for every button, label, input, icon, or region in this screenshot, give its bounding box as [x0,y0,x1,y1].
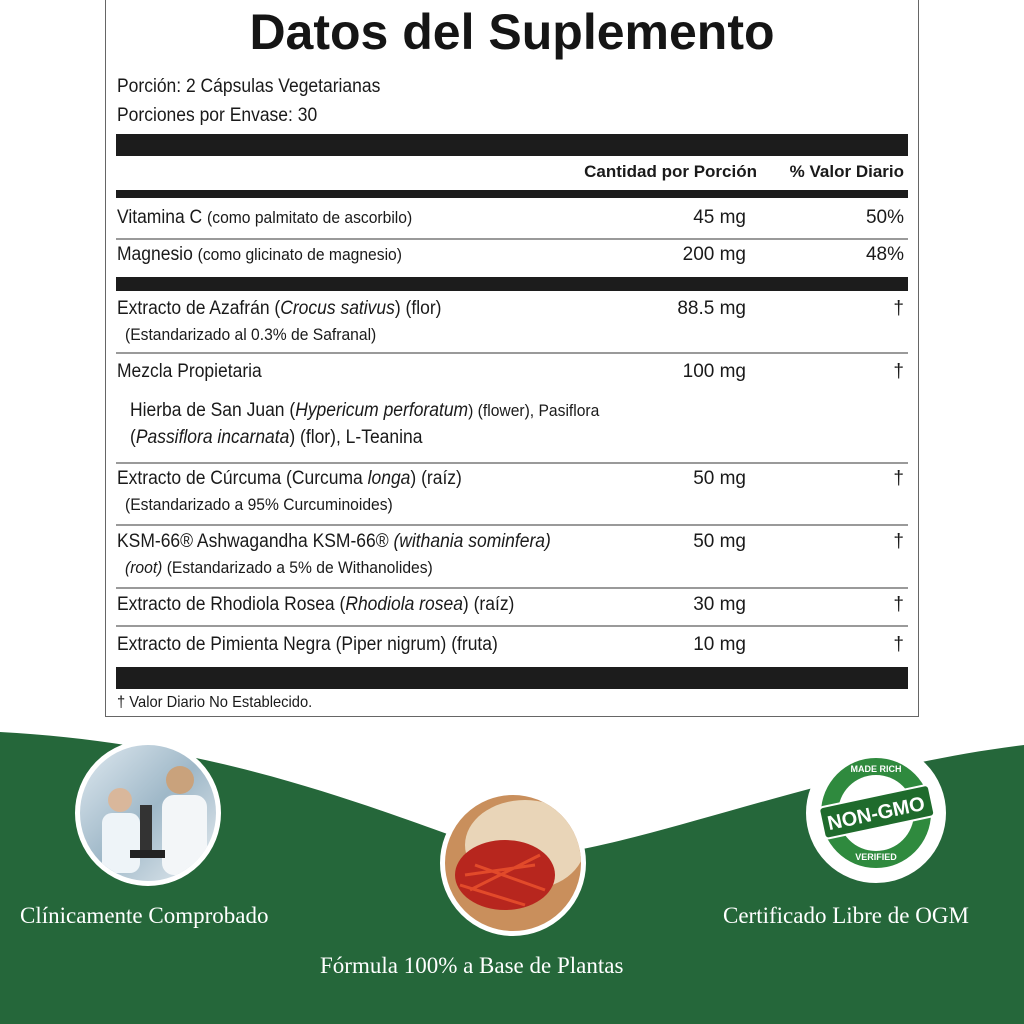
ingredient-amount: 200 mg [682,244,746,265]
ingredient-sub: (Estandarizado al 0.3% de Safranal) [125,325,377,344]
ingredient-name: Vitamina C (como palmitato de ascorbilo) [117,207,413,228]
divider-bar [116,667,908,689]
label-title: Datos del Suplemento [249,4,775,60]
badge-caption: Certificado Libre de OGM [723,903,969,928]
ingredient-amount: 50 mg [693,468,746,489]
ingredient-dv: † [893,361,904,382]
divider-bar [116,134,908,156]
ingredient-amount: 100 mg [682,361,746,382]
ingredient-amount: 45 mg [693,207,746,228]
divider-bar [116,277,908,291]
row-separator [116,524,908,526]
seal-top-text: MADE RICH [850,764,902,774]
ingredient-dv: † [893,634,904,655]
saffron-image [440,790,586,936]
ingredient-dv: 48% [865,244,904,265]
row-separator [116,238,908,240]
ingredient-amount: 10 mg [693,634,746,655]
ingredient-name: Magnesio (como glicinato de magnesio) [117,244,402,265]
blend-components: (Passiflora incarnata) (flor), L-Teanina [130,427,423,448]
non-gmo-seal [806,743,946,883]
ingredient-amount: 50 mg [693,531,746,552]
row-separator [116,352,908,354]
footnote: † Valor Diario No Establecido. [117,694,313,711]
row-separator [116,625,908,627]
ingredient-amount: 88.5 mg [677,298,746,319]
amount-header: Cantidad por Porción [584,162,757,181]
divider-bar [116,190,908,198]
ingredient-dv: † [893,594,904,615]
ingredient-dv: 50% [865,207,904,228]
ingredient-name: Extracto de Rhodiola Rosea (Rhodiola rosea) (raíz) [117,594,515,615]
row-separator [116,462,908,464]
ingredient-sub: (root) (Estandarizado a 5% de Withanolides) [125,558,433,577]
supplement-facts-label [105,0,919,717]
ingredient-name: Extracto de Azafrán (Crocus sativus) (flor) [117,298,442,319]
ingredient-name: Extracto de Cúrcuma (Curcuma longa) (raíz) [117,468,462,489]
ingredient-name: Mezcla Propietaria [117,361,262,382]
ingredient-dv: † [893,531,904,552]
dv-header: % Valor Diario [789,162,904,181]
ingredient-sub: (Estandarizado a 95% Curcuminoides) [125,495,393,514]
badge-caption: Clínicamente Comprobado [20,903,269,928]
serving-size: Porción: 2 Cápsulas Vegetarianas [117,76,381,97]
ingredient-dv: † [893,298,904,319]
ingredient-dv: † [893,468,904,489]
blend-components: Hierba de San Juan (Hypericum perforatum) (flower), Pasiflora [130,400,600,421]
seal-bottom-text: VERIFIED [855,852,897,862]
ingredient-name: Extracto de Pimienta Negra (Piper nigrum) (fruta) [117,634,498,655]
ingredient-amount: 30 mg [693,594,746,615]
seal-text: NON-GMO [825,792,927,836]
badge-caption: Fórmula 100% a Base de Plantas [320,953,624,978]
row-separator [116,587,908,589]
lab-scientists-image [75,740,221,886]
ingredient-name: KSM-66® Ashwagandha KSM-66® (withania sominfera) [117,531,551,552]
servings-per-container: Porciones por Envase: 30 [117,105,318,126]
